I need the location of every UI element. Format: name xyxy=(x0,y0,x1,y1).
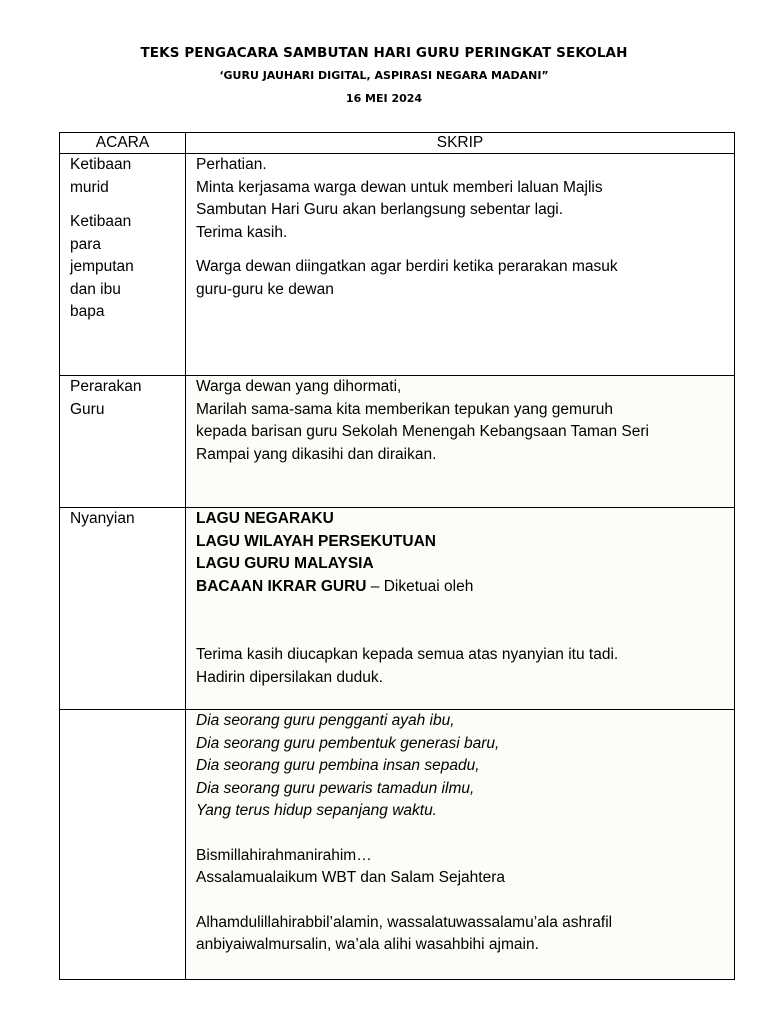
greeting-line: Assalamualaikum WBT dan Salam Sejahtera xyxy=(196,869,505,886)
skrip-line: Terima kasih diucapkan kepada semua atas nyanyian itu tadi. xyxy=(196,646,619,663)
poem-line: Dia seorang guru pengganti ayah ibu, xyxy=(196,712,455,729)
table-header-row xyxy=(60,133,735,154)
acara-line: jemputan xyxy=(70,258,134,275)
document-subtitle: ‘GURU JAUHARI DIGITAL, ASPIRASI NEGARA MADANI” xyxy=(219,69,549,82)
acara-cell xyxy=(60,154,186,376)
document-title: TEKS PENGACARA SAMBUTAN HARI GURU PERINGKAT SEKOLAH xyxy=(140,45,628,61)
header-skrip: SKRIP xyxy=(186,133,735,154)
script-table xyxy=(59,132,735,980)
acara-line: Perarakan xyxy=(70,378,142,395)
acara-cell xyxy=(60,710,186,980)
table-row xyxy=(60,376,735,508)
table-row xyxy=(60,154,735,376)
pledge-line xyxy=(196,576,726,599)
skrip-line: Hadirin dipersilakan duduk. xyxy=(196,668,383,686)
skrip-line: Marilah sama-sama kita memberikan tepukan yang gemuruh xyxy=(196,400,613,418)
poem-line: Dia seorang guru pembina insan sepadu, xyxy=(196,757,480,774)
skrip-cell xyxy=(186,376,735,508)
pledge-title: BACAAN IKRAR GURU xyxy=(196,577,367,595)
table-row xyxy=(60,710,735,980)
poem-line: Dia seorang guru pewaris tamadun ilmu, xyxy=(196,779,475,797)
skrip-cell xyxy=(186,154,735,376)
acara-line: Guru xyxy=(70,400,105,418)
skrip-line: guru-guru ke dewan xyxy=(196,280,334,298)
acara-line: para xyxy=(70,235,102,253)
closing-line: Alhamdulillahirabbil’alamin, wassalatuwassalamu’ala ashrafil xyxy=(196,913,613,931)
acara-line: Ketibaan xyxy=(70,156,132,173)
greeting-line: Bismillahirahmanirahim… xyxy=(196,846,372,864)
poem-line: Yang terus hidup sepanjang waktu. xyxy=(196,802,437,819)
acara-line: Ketibaan xyxy=(70,213,132,230)
song-title: LAGU NEGARAKU xyxy=(196,510,334,527)
document-date: 16 MEI 2024 xyxy=(345,92,423,105)
skrip-line: Minta kerjasama warga dewan untuk memberi laluan Majlis xyxy=(196,178,603,196)
skrip-line: Perhatian. xyxy=(196,156,267,173)
skrip-line: Rampai yang dikasihi dan diraikan. xyxy=(196,445,437,463)
poem-line: Dia seorang guru pembentuk generasi baru, xyxy=(196,734,500,752)
skrip-line: Terima kasih. xyxy=(196,223,288,241)
skrip-line: Sambutan Hari Guru akan berlangsung sebentar lagi. xyxy=(196,201,564,218)
skrip-cell xyxy=(186,710,735,980)
pledge-suffix: – Diketuai oleh xyxy=(366,577,474,595)
acara-line: Nyanyian xyxy=(70,510,135,527)
skrip-line: Warga dewan yang dihormati, xyxy=(196,378,402,395)
table-row xyxy=(60,508,735,710)
skrip-line: Warga dewan diingatkan agar berdiri ketika perarakan masuk xyxy=(196,258,618,275)
acara-cell xyxy=(60,376,186,508)
song-title: LAGU GURU MALAYSIA xyxy=(196,555,374,572)
skrip-line: kepada barisan guru Sekolah Menengah Kebangsaan Taman Seri xyxy=(196,423,649,440)
acara-cell xyxy=(60,508,186,710)
header-acara: ACARA xyxy=(60,133,186,154)
acara-line: bapa xyxy=(70,303,105,320)
song-title: LAGU WILAYAH PERSEKUTUAN xyxy=(196,532,436,550)
skrip-cell xyxy=(186,508,735,710)
acara-line: dan ibu xyxy=(70,280,121,298)
acara-line: murid xyxy=(70,178,109,196)
closing-line: anbiyaiwalmursalin, wa’ala alihi wasahbihi ajmain. xyxy=(196,936,539,953)
